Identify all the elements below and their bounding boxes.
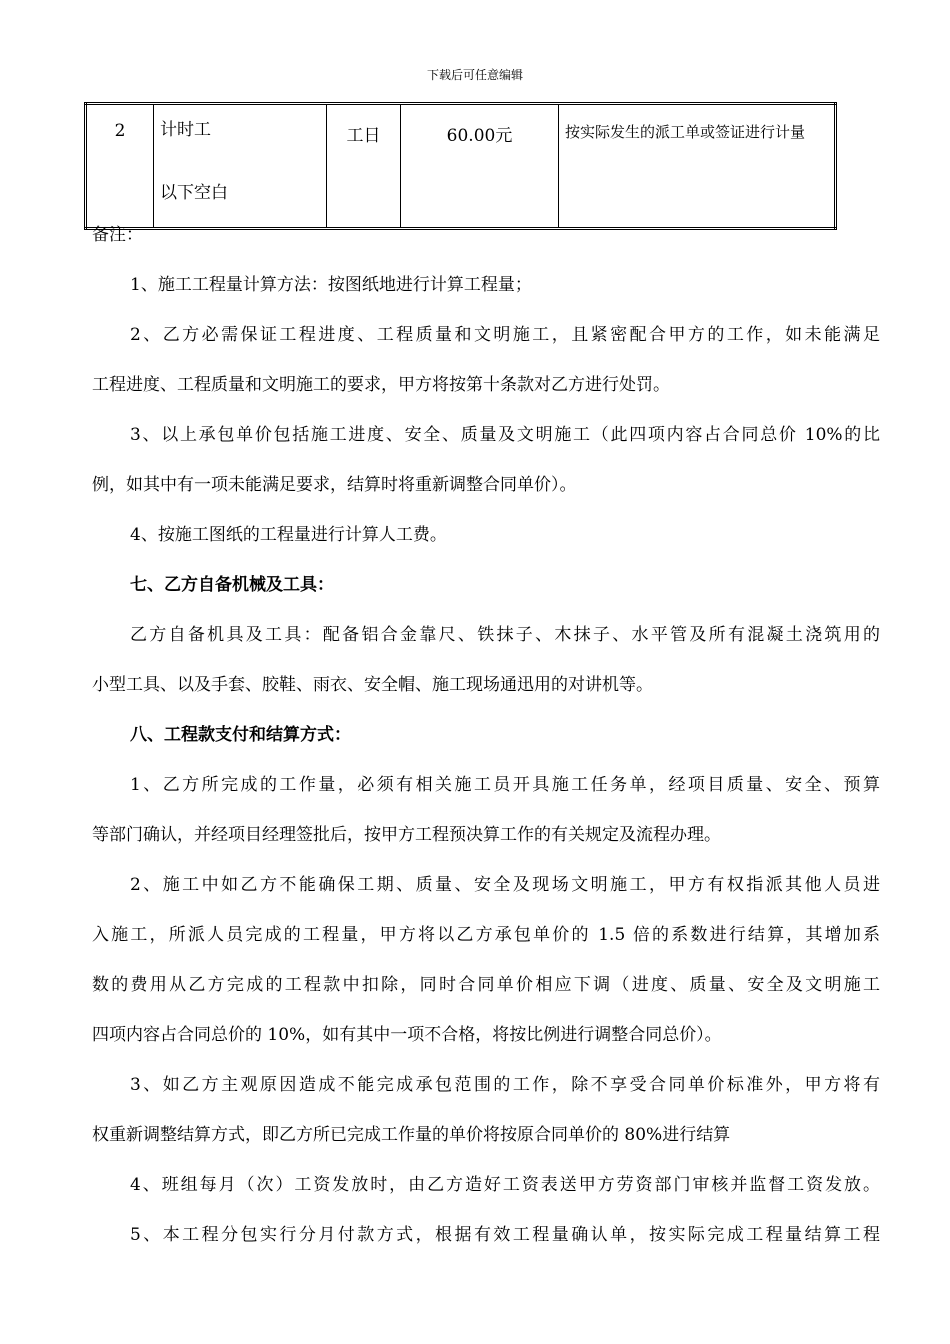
row-number: 2: [86, 104, 154, 229]
remark-line: 2、乙方必需保证工程进度、工程质量和文明施工，且紧密配合甲方的工作，如未能满足: [130, 325, 880, 345]
section-8-line: 数的费用从乙方完成的工程款中扣除，同时合同单价相应下调（进度、质量、安全及文明施工: [92, 975, 880, 995]
remark-line: 3、以上承包单价包括施工进度、安全、质量及文明施工（此四项内容占合同总价 10%的比: [130, 425, 880, 445]
table-row: [86, 104, 836, 229]
remark-line: 工程进度、工程质量和文明施工的要求，甲方将按第十条款对乙方进行处罚。: [92, 375, 670, 395]
section-8-line: 入施工，所派人员完成的工程量，甲方将以乙方承包单价的 1.5 倍的系数进行结算，其增加系: [92, 925, 880, 945]
section-7-title: 七、乙方自备机械及工具：: [130, 575, 334, 595]
remark-line: 例，如其中有一项未能满足要求，结算时将重新调整合同单价）。: [92, 475, 577, 495]
section-7-line: 乙方自备机具及工具：配备铝合金靠尺、铁抹子、木抹子、水平管及所有混凝土浇筑用的: [130, 625, 880, 645]
section-7-line: 小型工具、以及手套、胶鞋、雨衣、安全帽、施工现场通迅用的对讲机等。: [92, 675, 653, 695]
remarks-title: 备注：: [92, 225, 143, 245]
section-8-line: 5、本工程分包实行分月付款方式，根据有效工程量确认单，按实际完成工程量结算工程: [130, 1225, 880, 1245]
section-8-line: 2、施工中如乙方不能确保工期、质量、安全及现场文明施工，甲方有权指派其他人员进: [130, 875, 880, 895]
row-remark: 按实际发生的派工单或签证进行计量: [559, 104, 836, 229]
page-header: 下载后可任意编辑: [426, 68, 523, 82]
section-8-line: 3、如乙方主观原因造成不能完成承包范围的工作，除不享受合同单价标准外，甲方将有: [130, 1075, 880, 1095]
section-8-line: 权重新调整结算方式，即乙方所已完成工作量的单价将按原合同单价的 80%进行结算: [92, 1125, 731, 1145]
row-price: 60.00元: [401, 104, 559, 229]
blank-note: 以下空白: [160, 183, 228, 203]
price-table: [84, 102, 837, 230]
item-name: 计时工: [160, 120, 211, 140]
section-8-line: 等部门确认，并经项目经理签批后，按甲方工程预决算工作的有关规定及流程办理。: [92, 825, 721, 845]
row-unit: 工日: [327, 104, 401, 229]
section-8-line: 1、乙方所完成的工作量，必须有相关施工员开具施工任务单，经项目质量、安全、预算: [130, 775, 880, 795]
section-8-line: 4、班组每月（次）工资发放时，由乙方造好工资表送甲方劳资部门审核并监督工资发放。: [130, 1175, 880, 1195]
row-item: [154, 104, 327, 229]
remark-line: 4、按施工图纸的工程量进行计算人工费。: [130, 525, 447, 545]
remark-line: 1、施工工程量计算方法：按图纸地进行计算工程量；: [130, 275, 532, 295]
section-8-title: 八、工程款支付和结算方式：: [130, 725, 351, 745]
section-8-line: 四项内容占合同总价的 10%，如有其中一项不合格，将按比例进行调整合同总价）。: [92, 1025, 722, 1045]
